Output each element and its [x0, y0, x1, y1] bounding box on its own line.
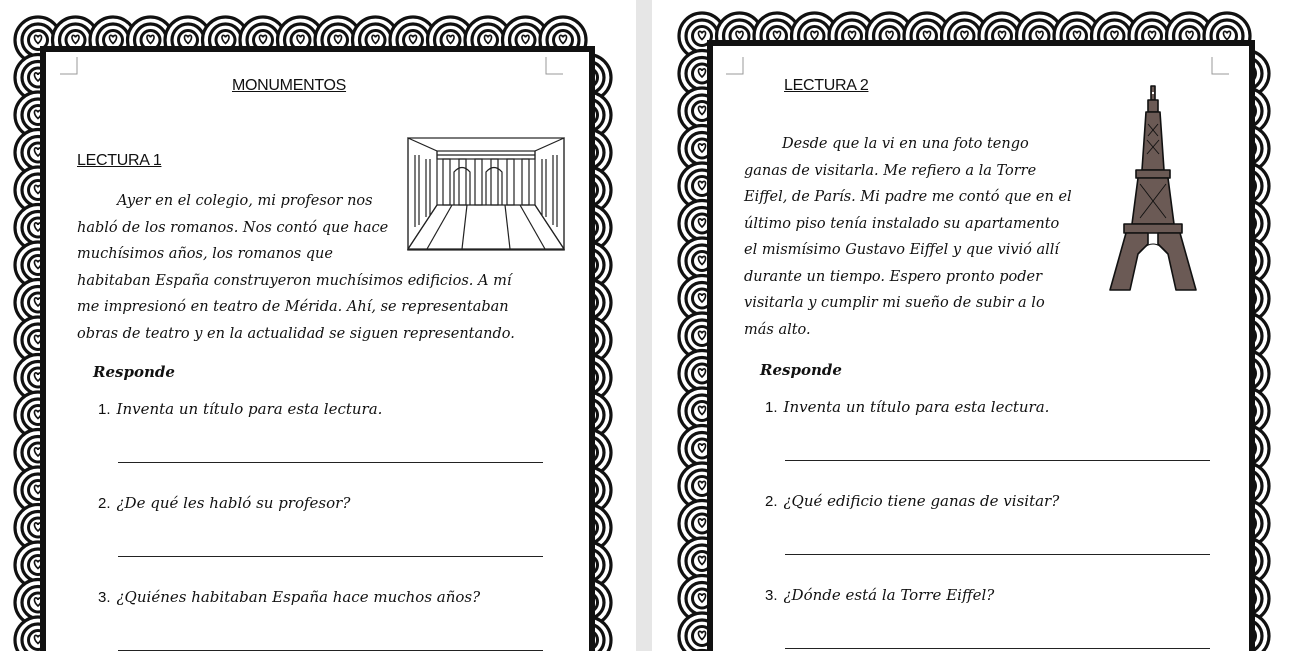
- responde-heading: Responde: [760, 361, 842, 379]
- document-page-1: [0, 0, 636, 651]
- question-2: [765, 492, 1059, 510]
- paragraph-line: último piso tenía instalado su apartamento: [744, 215, 1060, 232]
- answer-line-1[interactable]: [785, 460, 1210, 461]
- question-number: 1.: [765, 399, 778, 416]
- reading-title: LECTURA 2: [784, 77, 869, 94]
- question-text: ¿Quiénes habitaban España hace muchos años?: [116, 588, 481, 606]
- margin-mark: [60, 57, 78, 75]
- paragraph-line: Ayer en el colegio, mi profesor nos: [117, 193, 373, 209]
- question-number: 2.: [98, 495, 111, 512]
- question-text: ¿Qué edificio tiene ganas de visitar?: [783, 492, 1060, 510]
- paragraph-line: el mismísimo Gustavo Eiffel y que vivió allí: [744, 242, 1060, 258]
- responde-heading: Responde: [93, 363, 175, 381]
- question-number: 2.: [765, 493, 778, 510]
- margin-mark: [1211, 57, 1229, 75]
- worksheet-title: MONUMENTOS: [232, 77, 347, 94]
- eiffel-tower-image: [1108, 84, 1198, 292]
- reading-paragraph: [77, 188, 515, 347]
- paragraph-line: ganas de visitarla. Me refiero a la Torre: [744, 162, 1037, 179]
- paragraph-line: habitaban España construyeron muchísimos edificios. A mí: [77, 272, 512, 289]
- question-1: [98, 400, 382, 418]
- question-text: ¿De qué les habló su profesor?: [116, 494, 351, 512]
- question-text: Inventa un título para esta lectura.: [116, 400, 383, 418]
- paragraph-line: habló de los romanos. Nos contó que hace: [77, 219, 389, 236]
- question-3: [98, 588, 480, 606]
- question-text: Inventa un título para esta lectura.: [783, 398, 1050, 416]
- answer-line-2[interactable]: [118, 556, 543, 557]
- question-text: ¿Dónde está la Torre Eiffel?: [783, 586, 995, 604]
- question-2: [98, 494, 350, 512]
- answer-line-2[interactable]: [785, 554, 1210, 555]
- question-1: [765, 398, 1049, 416]
- paragraph-line: me impresionó en teatro de Mérida. Ahí, se representaban: [77, 299, 509, 315]
- question-number: 1.: [98, 401, 111, 418]
- margin-mark: [545, 57, 563, 75]
- paragraph-line: Desde que la vi en una foto tengo: [782, 136, 1029, 152]
- reading-title: LECTURA 1: [77, 152, 162, 169]
- document-page-2: [652, 0, 1305, 651]
- answer-line-3[interactable]: [785, 648, 1210, 649]
- reading-paragraph: [744, 131, 1072, 343]
- paragraph-line: obras de teatro y en la actualidad se siguen representando.: [77, 325, 515, 342]
- margin-mark: [726, 57, 744, 75]
- paragraph-line: muchísimos años, los romanos que: [77, 246, 333, 262]
- paragraph-line: Eiffel, de París. Mi padre me contó que en el: [744, 189, 1072, 205]
- answer-line-1[interactable]: [118, 462, 543, 463]
- paragraph-line: visitarla y cumplir mi sueño de subir a lo: [744, 295, 1045, 311]
- question-3: [765, 586, 994, 604]
- paragraph-line: más alto.: [744, 321, 811, 338]
- question-number: 3.: [765, 587, 778, 604]
- paragraph-line: durante un tiempo. Espero pronto poder: [744, 268, 1043, 285]
- question-number: 3.: [98, 589, 111, 606]
